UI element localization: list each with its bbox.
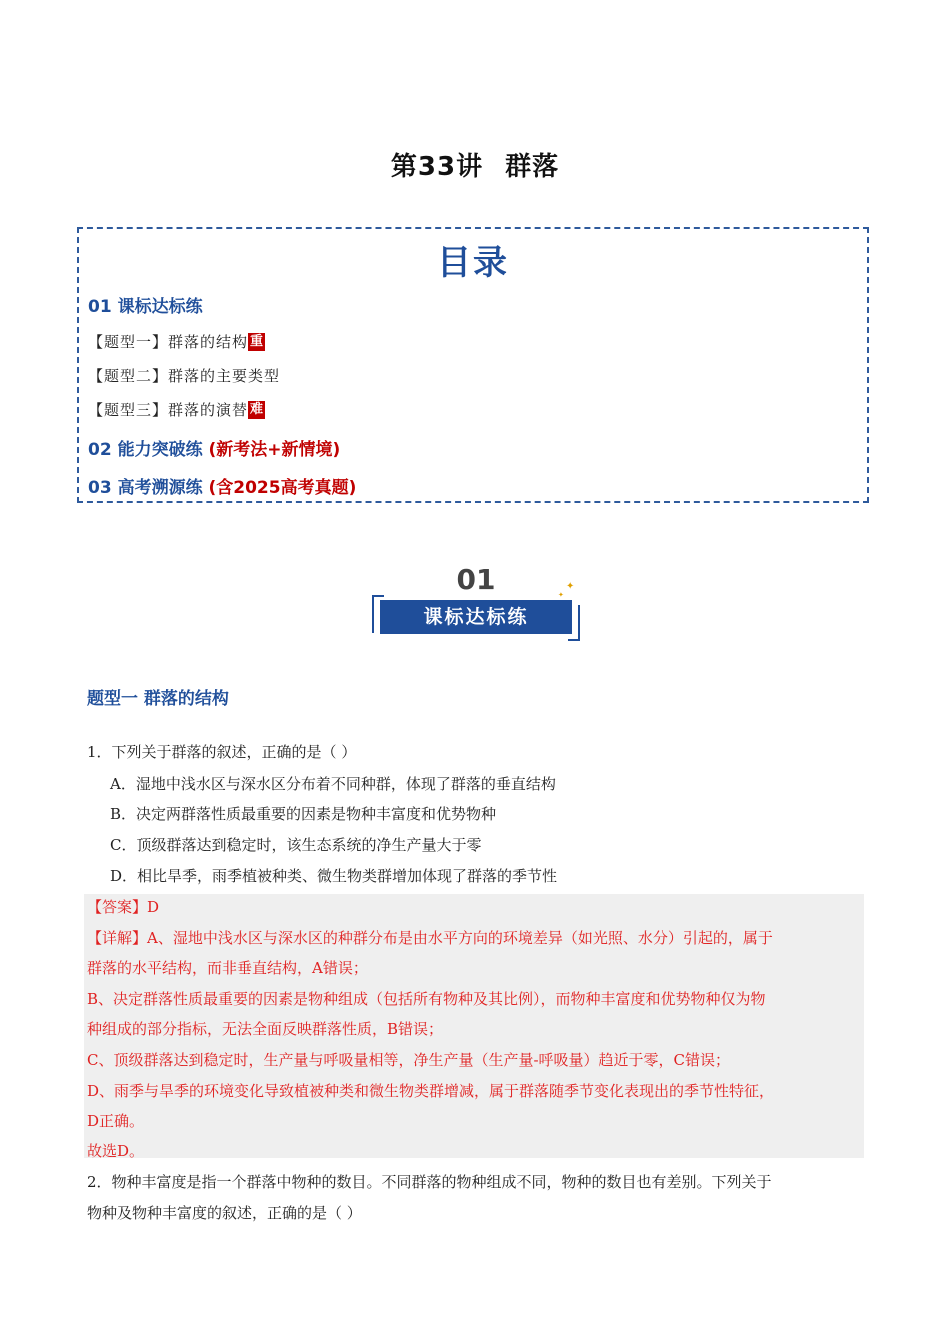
sparkle-icon: ✦ bbox=[558, 591, 564, 599]
toc-item-2[interactable] bbox=[88, 365, 280, 386]
toc-section-3[interactable] bbox=[88, 473, 356, 498]
difficulty-badge-hard: 难 bbox=[250, 402, 264, 417]
question-1-option-c: C．顶级群落达到稳定时，该生态系统的净生产量大于零 bbox=[110, 836, 482, 854]
question-2-stem-line-1: 2．物种丰富度是指一个群落中物种的数目。不同群落的物种组成不同，物种的数目也有差别。下列关于 bbox=[87, 1173, 772, 1191]
toc-item-label: 【题型三】群落的演替 bbox=[88, 401, 249, 419]
section-title: 题型一 群落的结构 bbox=[87, 689, 229, 709]
explanation-line: 故选D。 bbox=[87, 1142, 145, 1160]
question-2-stem-line-2: 物种及物种丰富度的叙述，正确的是（ ） bbox=[87, 1204, 362, 1222]
toc-item-3[interactable] bbox=[88, 399, 265, 420]
section-banner bbox=[372, 563, 580, 645]
toc-section-2[interactable] bbox=[88, 435, 340, 460]
explanation-line: 【详解】A、湿地中浅水区与深水区的种群分布是由水平方向的环境差异（如光照、水分）引起的，属于 bbox=[87, 929, 773, 947]
lecture-name: 群落 bbox=[505, 152, 560, 182]
answer-line: 【答案】D bbox=[87, 898, 160, 916]
toc-section-1[interactable] bbox=[88, 292, 203, 317]
table-of-contents bbox=[77, 227, 869, 503]
banner-label: 课标达标练 bbox=[380, 600, 572, 634]
toc-section-label: 03 高考溯源练 bbox=[88, 478, 203, 498]
lecture-number: 第33讲 bbox=[390, 152, 484, 182]
question-1-option-b: B．决定两群落性质最重要的因素是物种丰富度和优势物种 bbox=[110, 805, 497, 823]
banner-number: 01 bbox=[456, 563, 496, 596]
question-1-stem: 1．下列关于群落的叙述，正确的是（ ） bbox=[87, 743, 357, 761]
toc-section-note: (含2025高考真题) bbox=[208, 478, 357, 498]
explanation-line: B、决定群落性质最重要的因素是物种组成（包括所有物种及其比例），而物种丰富度和优势物种仅为物 bbox=[87, 990, 766, 1008]
toc-heading: 目录 bbox=[437, 243, 509, 283]
explanation-line: D正确。 bbox=[87, 1112, 145, 1130]
page-title bbox=[0, 146, 950, 183]
sparkle-icon: ✦ bbox=[566, 581, 575, 592]
explanation-line: C、顶级群落达到稳定时，生产量与呼吸量相等，净生产量（生产量-呼吸量）趋近于零，C错误； bbox=[87, 1051, 731, 1069]
toc-item-label: 【题型一】群落的结构 bbox=[88, 333, 249, 351]
difficulty-badge-important: 重 bbox=[250, 334, 264, 349]
toc-item-1[interactable] bbox=[88, 331, 265, 352]
toc-section-label: 02 能力突破练 bbox=[88, 440, 203, 460]
explanation-line: 种组成的部分指标，无法全面反映群落性质，B错误； bbox=[87, 1020, 444, 1038]
explanation-line: 群落的水平结构，而非垂直结构，A错误； bbox=[87, 959, 368, 977]
explanation-line: D、雨季与旱季的环境变化导致植被种类和微生物类群增减，属于群落随季节变化表现出的季节性特征， bbox=[87, 1082, 775, 1100]
question-1-option-a: A．湿地中浅水区与深水区分布着不同种群，体现了群落的垂直结构 bbox=[110, 775, 556, 793]
toc-section-note: (新考法+新情境) bbox=[208, 440, 341, 460]
question-1-option-d: D．相比旱季，雨季植被种类、微生物类群增加体现了群落的季节性 bbox=[110, 867, 558, 885]
toc-section-label: 01 课标达标练 bbox=[88, 297, 203, 317]
toc-item-label: 【题型二】群落的主要类型 bbox=[88, 367, 281, 385]
